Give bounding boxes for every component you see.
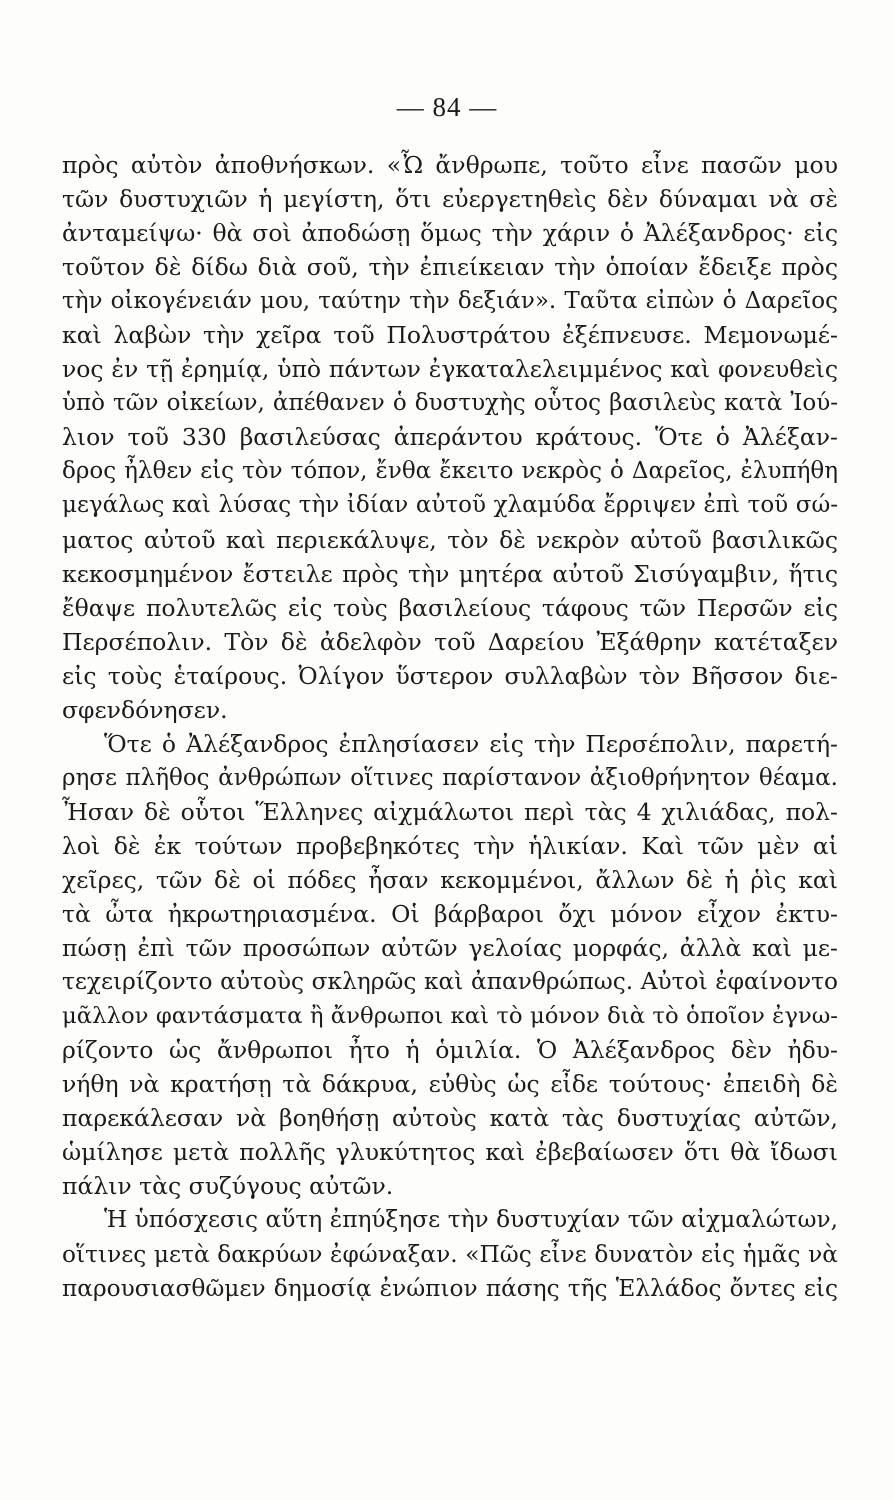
text-line: χεῖρες, τῶν δὲ οἱ πόδες ἦσαν κεκομμένοι, ἄλλων δὲ ἡ ῥὶς καὶ	[62, 865, 838, 894]
text-line: λοὶ δὲ ἐκ τούτων προβεβηκότες τὴν ἡλικίαν. Καὶ τῶν μὲν αἱ	[62, 831, 838, 860]
text-line: παρεκάλεσαν νὰ βοηθήσῃ αὐτοὺς κατὰ τὰς δυστυχίας αὐτῶν,	[62, 1104, 838, 1133]
text-line: ἀνταμείψω· θὰ σοὶ ἀποδώσῃ ὅμως τὴν χάριν ὁ Ἀλέξανδρος· εἰς	[62, 219, 838, 248]
text-line: ματος αὐτοῦ καὶ περιεκάλυψε, τὸν δὲ νεκρὸν αὐτοῦ βασιλικῶς	[62, 525, 838, 554]
text-line: ὡμίλησε μετὰ πολλῆς γλυκύτητος καὶ ἐβεβαίωσεν ὅτι θὰ ἴδωσι	[62, 1138, 838, 1167]
page-number: — 84 —	[396, 92, 498, 122]
text-line: ὑπὸ τῶν οἰκείων, ἀπέθανεν ὁ δυστυχὴς οὗτος βασιλεὺς κατὰ Ἰού-	[62, 390, 838, 417]
text-line: Ἦσαν δὲ οὗτοι Ἕλληνες αἰχμάλωτοι περὶ τὰς 4 χιλιάδας, πολ-	[62, 797, 838, 826]
text-line: τὴν οἰκογένειάν μου, ταύτην τὴν δεξιάν». Ταῦτα εἰπὼν ὁ Δαρεῖος	[62, 288, 838, 315]
text-line: τὰ ὦτα ἠκρωτηριασμένα. Οἱ βάρβαροι ὄχι μόνον εἶχον ἐκτυ-	[62, 900, 838, 929]
text-line: εἰς τοὺς ἑταίρους. Ὀλίγον ὕστερον συλλαβὼν τὸν Βῆσσον διε-	[62, 661, 838, 690]
text-line: μεγάλως καὶ λύσας τὴν ἰδίαν αὐτοῦ χλαμύδα ἔρριψεν ἐπὶ τοῦ σώ-	[62, 492, 838, 519]
text-line: πρὸς αὐτὸν ἀποθνήσκων. «Ὦ ἄνθρωπε, τοῦτο εἶνε πασῶν μου	[62, 151, 838, 179]
text-line: οἵτινες μετὰ δακρύων ἐφώναξαν. «Πῶς εἶνε δυνατὸν εἰς ἡμᾶς νὰ	[62, 1240, 838, 1268]
text-line: τῶν δυστυχιῶν ἡ μεγίστη, ὅτι εὐεργετηθεὶς δὲν δύναμαι νὰ σὲ	[62, 185, 838, 214]
text-line: πώσῃ ἐπὶ τῶν προσώπων αὐτῶν γελοίας μορφάς, ἀλλὰ καὶ με-	[62, 934, 838, 963]
text-line: δρος ἦλθεν εἰς τὸν τόπον, ἔνθα ἔκειτο νεκρὸς ὁ Δαρεῖος, ἐλυπήθη	[62, 458, 838, 485]
text-line: ρίζοντο ὡς ἄνθρωποι ἦτο ἡ ὁμιλία. Ὁ Ἀλέξανδρος δὲν ἠδυ-	[62, 1036, 838, 1065]
text-line: Ἡ ὑπόσχεσις αὕτη ἐπηύξησε τὴν δυστυχίαν τῶν αἰχμαλώτων,	[104, 1206, 838, 1234]
text-line: νήθη νὰ κρατήσῃ τὰ δάκρυα, εὐθὺς ὡς εἶδε τούτους· ἐπειδὴ δὲ	[62, 1070, 838, 1099]
text-line: πάλιν τὰς συζύγους αὐτῶν.	[62, 1172, 394, 1201]
text-line: παρουσιασθῶμεν δημοσίᾳ ἐνώπιον πάσης τῆς Ἑλλάδος ὄντες εἰς	[62, 1274, 838, 1302]
body-text	[62, 148, 838, 1306]
text-line: τεχειρίζοντο αὐτοὺς σκληρῶς καὶ ἀπανθρώπως. Αὐτοὶ ἐφαίνοντο	[62, 968, 838, 996]
text-line: ρησε πλῆθος ἀνθρώπων οἵτινες παρίστανον ἀξιοθρήνητον θέαμα.	[62, 764, 838, 791]
text-line: ἔθαψε πολυτελῶς εἰς τοὺς βασιλείους τάφους τῶν Περσῶν εἰς	[62, 593, 838, 622]
text-line: μᾶλλον φαντάσματα ἢ ἄνθρωποι καὶ τὸ μόνον διὰ τὸ ὁποῖον ἐγνω-	[62, 1003, 838, 1030]
text-line: Ὅτε ὁ Ἀλέξανδρος ἐπλησίασεν εἰς τὴν Περσέπολιν, παρετή-	[104, 729, 838, 758]
text-line: καὶ λαβὼν τὴν χεῖρα τοῦ Πολυστράτου ἐξέπνευσε. Μεμονωμέ-	[62, 321, 838, 350]
text-line: Περσέπολιν. Τὸν δὲ ἀδελφὸν τοῦ Δαρείου Ἐξάθρην κατέταξεν	[62, 627, 838, 656]
text-line: λιον τοῦ 330 βασιλεύσας ἀπεράντου κράτους. Ὅτε ὁ Ἀλέξαν-	[62, 423, 838, 452]
text-line: σφενδόνησεν.	[62, 695, 228, 724]
text-line: κεκοσμημένον ἔστειλε πρὸς τὴν μητέρα αὐτοῦ Σισύγαμβιν, ἥτις	[62, 559, 838, 588]
text-line: νος ἐν τῇ ἐρημίᾳ, ὑπὸ πάντων ἐγκαταλελειμμένος καὶ φονευθεὶς	[62, 355, 838, 384]
text-line: τοῦτον δὲ δίδω διὰ σοῦ, τὴν ἐπιείκειαν τὴν ὁποίαν ἔδειξε πρὸς	[62, 253, 838, 282]
